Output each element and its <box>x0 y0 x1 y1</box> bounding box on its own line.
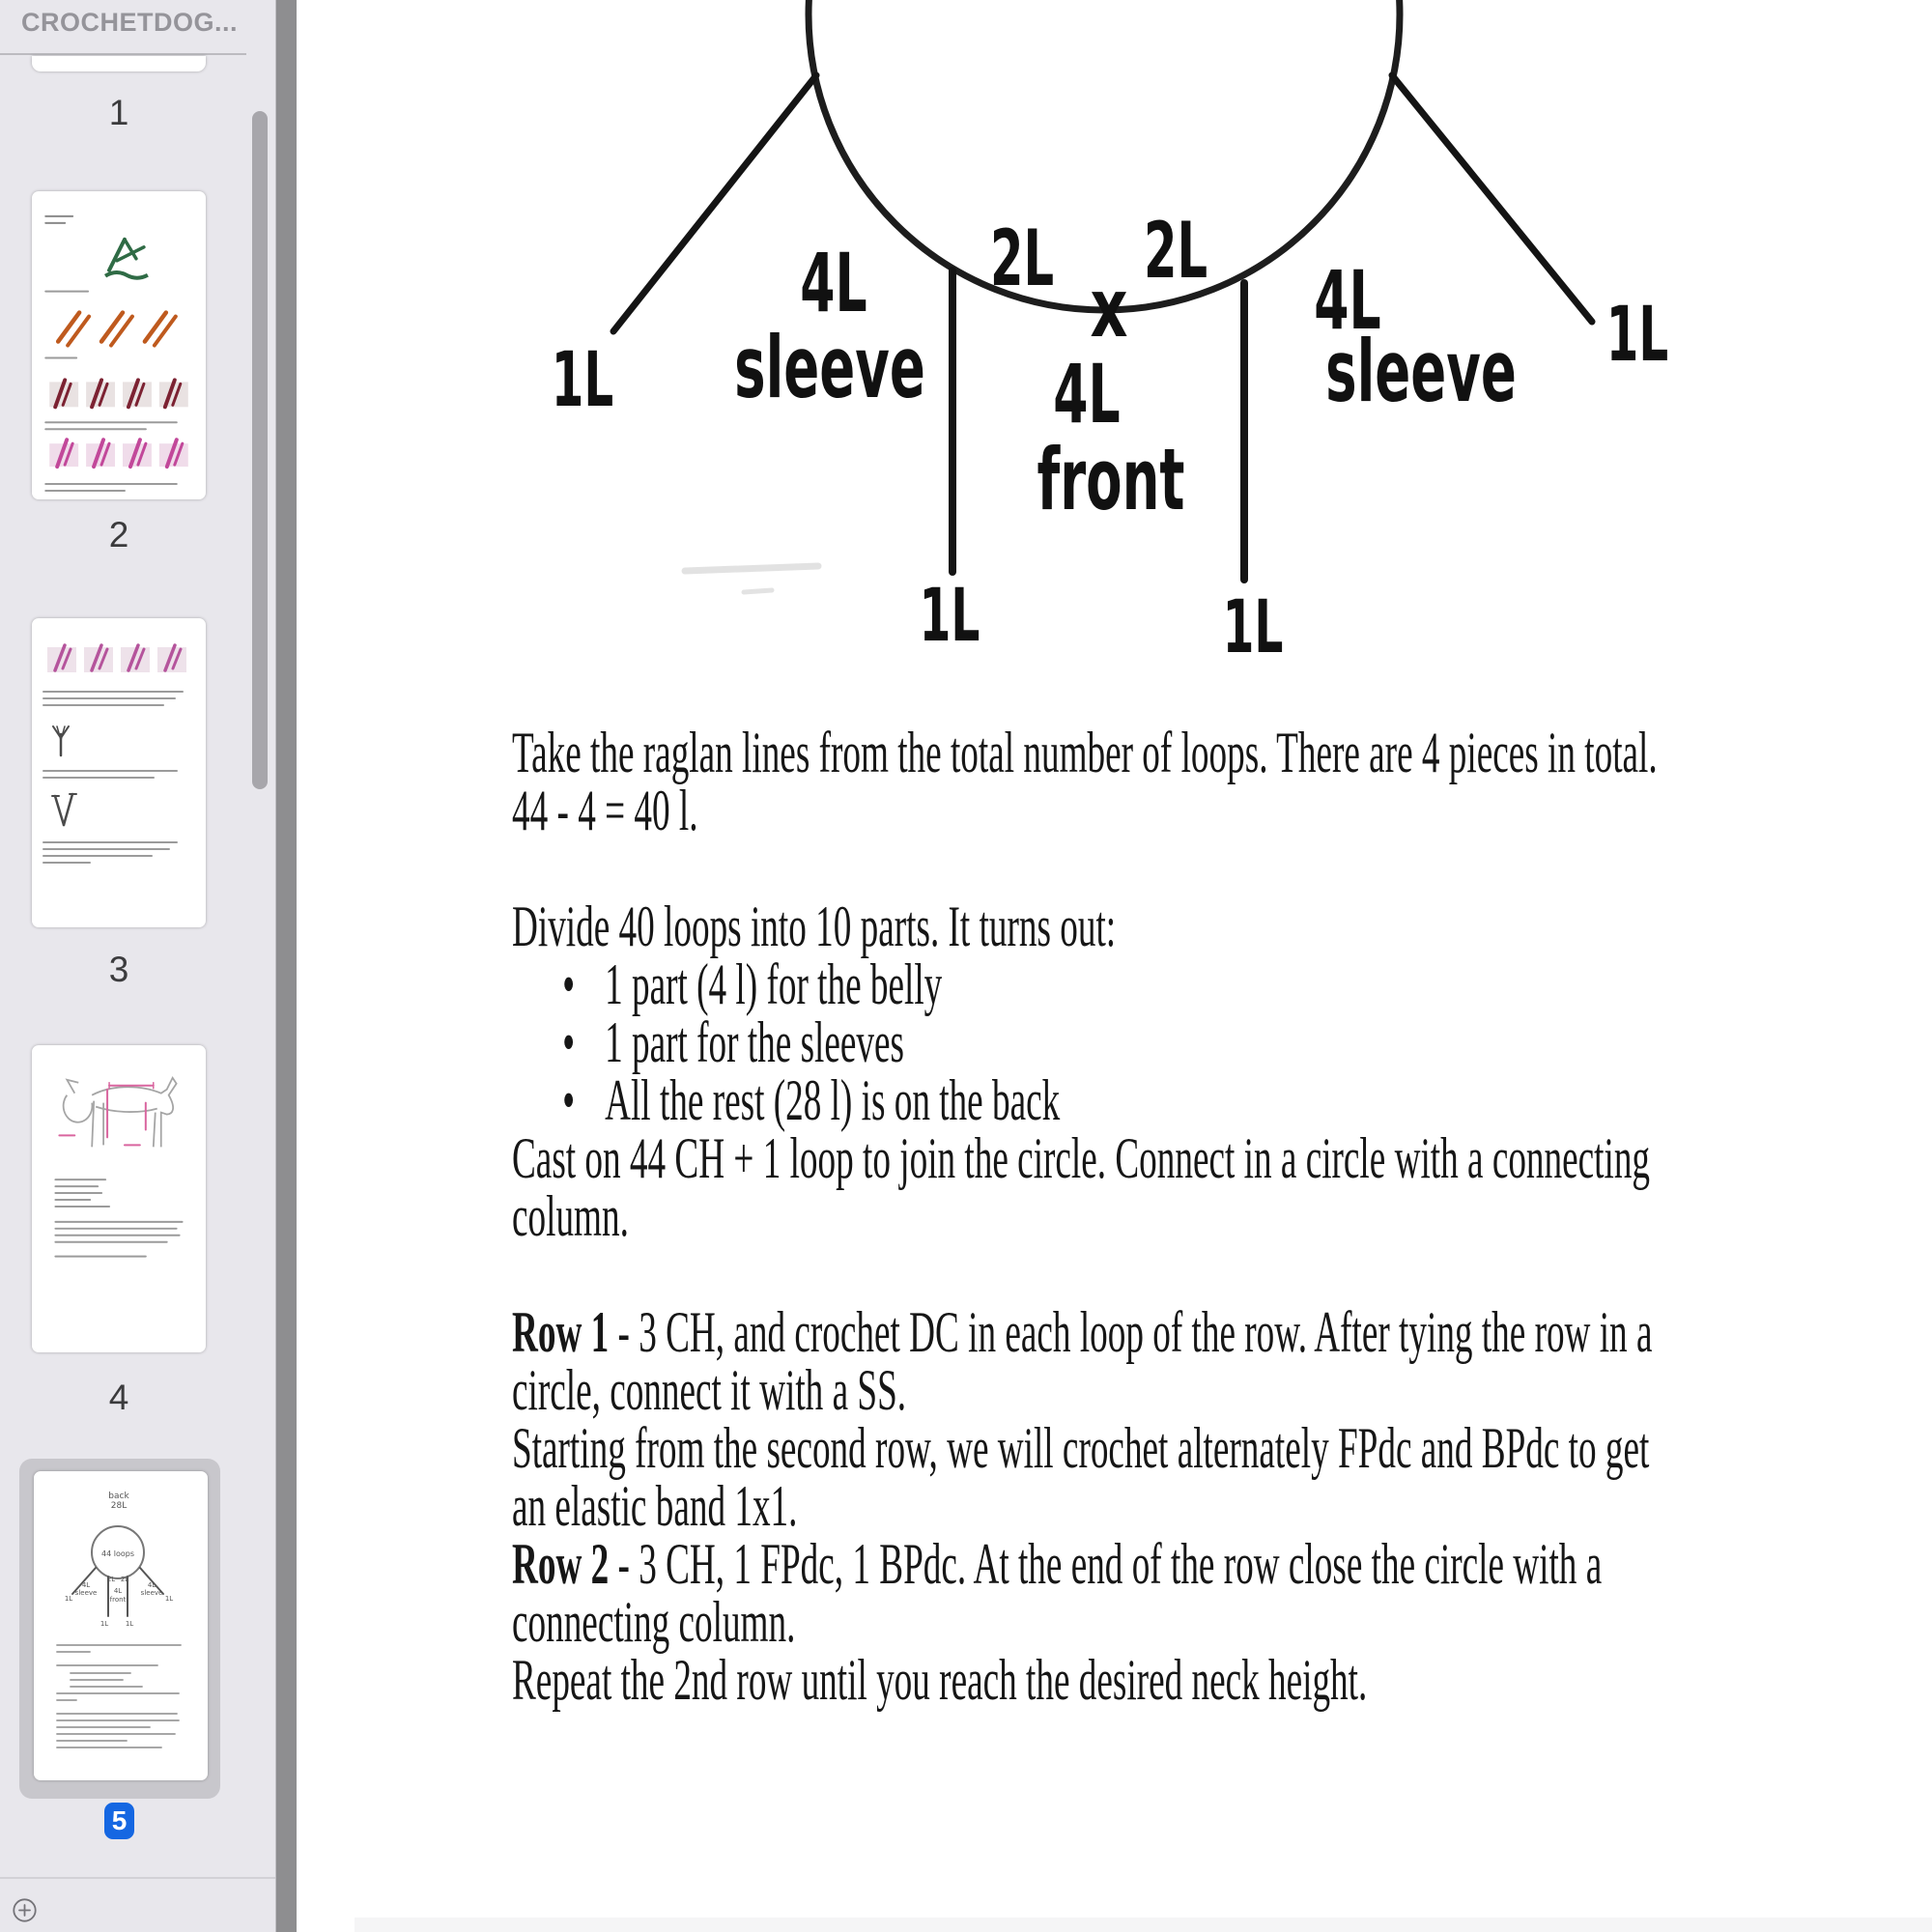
text-line <box>512 1358 1932 1422</box>
line-text: 44 - 4 = 40 l. <box>512 779 698 842</box>
start-x-marker: x <box>1090 262 1128 356</box>
svg-text:44 loops: 44 loops <box>101 1549 134 1558</box>
line-text: circle, connect it with a SS. <box>512 1358 907 1422</box>
text-line <box>512 1474 1932 1538</box>
bullet-dot: • <box>562 952 576 1016</box>
text-line <box>512 779 1932 842</box>
bullet-dot: • <box>562 1068 576 1132</box>
text-line <box>512 895 1932 958</box>
page-number-3: 3 <box>108 950 129 989</box>
line-text: an elastic band 1x1. <box>512 1474 798 1538</box>
bullet-dot: • <box>562 1010 576 1074</box>
scan-artifact <box>744 590 772 592</box>
row-label: Row 2 <box>512 1532 610 1596</box>
bullet-text: 1 part (4 l) for the belly <box>605 952 943 1016</box>
svg-text:front: front <box>109 1596 127 1604</box>
bullet-text: 1 part for the sleeves <box>605 1010 904 1074</box>
thumbnail-sidebar <box>0 0 275 1932</box>
text-line <box>512 1068 1932 1132</box>
svg-text:1L: 1L <box>99 1620 109 1628</box>
label-front: front <box>1037 431 1185 530</box>
text-line <box>512 1010 1932 1074</box>
row-label: Row 1 <box>512 1300 610 1364</box>
sidebar-scrollbar[interactable] <box>252 111 268 789</box>
svg-text:back: back <box>108 1492 129 1501</box>
svg-text:4L: 4L <box>147 1581 156 1589</box>
document-page[interactable] <box>297 0 1932 1932</box>
add-page-button[interactable] <box>12 1897 39 1924</box>
text-line <box>512 1126 1932 1190</box>
blank-line <box>512 1245 1932 1303</box>
thumbnail-list <box>0 0 275 1932</box>
row-text: - 3 CH, and crochet DC in each loop of the row. After tying the row in a <box>609 1300 1653 1364</box>
loop-count-2l-right: 2L <box>1143 205 1208 297</box>
loop-count-bottom-right: 1L <box>1222 583 1284 670</box>
text-line <box>512 721 1932 784</box>
loop-count-bottom-left: 1L <box>919 572 980 659</box>
loop-count-left-outer: 1L <box>551 337 614 425</box>
svg-text:sleeve: sleeve <box>74 1589 98 1597</box>
loop-count-right-outer: 1L <box>1605 292 1669 380</box>
line-text: Repeat the 2nd row until you reach the desired neck height. <box>512 1648 1368 1712</box>
raglan-diagram <box>297 0 1932 696</box>
page-number-4: 4 <box>108 1378 129 1417</box>
blank-line <box>512 839 1932 897</box>
page-bottom-edge <box>355 1918 1932 1932</box>
page-thumbnail-2[interactable] <box>32 191 206 499</box>
loop-count-2l-left: 2L <box>989 213 1055 304</box>
svg-text:2L: 2L <box>106 1576 116 1583</box>
text-line <box>512 1648 1932 1712</box>
line-text: Cast on 44 CH + 1 loop to join the circle. Connect in a circle with a connecting <box>512 1126 1651 1190</box>
raglan-line-right-diagonal <box>1392 75 1592 322</box>
svg-text:sleeve: sleeve <box>140 1589 163 1597</box>
bullet-text: All the rest (28 l) is on the back <box>605 1068 1061 1132</box>
line-text: Take the raglan lines from the total number of loops. There are 4 pieces in total. <box>512 721 1658 784</box>
page-thumbnail-4[interactable] <box>32 1045 206 1352</box>
text-line <box>512 1590 1932 1654</box>
loop-count-sleeve-right: 4L <box>1314 254 1381 349</box>
text-line <box>512 1532 1932 1596</box>
row-text: - 3 CH, 1 FPdc, 1 BPdc. At the end of the row close the circle with a <box>609 1532 1603 1596</box>
scan-artifact <box>685 566 818 571</box>
page-number-2: 2 <box>108 515 129 554</box>
document-title: CROCHETDOG... <box>21 8 239 37</box>
svg-text:1L: 1L <box>125 1620 134 1628</box>
loop-count-front: 4L <box>1053 348 1121 442</box>
svg-text:1L: 1L <box>64 1595 73 1603</box>
text-line <box>512 1416 1932 1480</box>
svg-text:28L: 28L <box>110 1501 128 1511</box>
line-text: column. <box>512 1184 629 1248</box>
svg-text:1L: 1L <box>164 1595 174 1603</box>
text-line <box>512 1300 1932 1364</box>
text-line <box>512 1184 1932 1248</box>
label-sleeve-right: sleeve <box>1325 323 1517 422</box>
page-thumbnail-1[interactable] <box>32 56 206 71</box>
sidebar-footer-divider <box>0 1877 275 1879</box>
plus-circle-icon <box>12 1897 39 1924</box>
line-text: Starting from the second row, we will crochet alternately FPdc and BPdc to get <box>512 1416 1650 1480</box>
raglan-line-left-diagonal <box>613 75 816 331</box>
svg-text:4L: 4L <box>113 1587 123 1595</box>
pattern-text <box>512 721 1932 1712</box>
label-sleeve-left: sleeve <box>734 319 925 418</box>
page-number-1: 1 <box>108 93 129 132</box>
line-text: Divide 40 loops into 10 parts. It turns out: <box>512 895 1117 958</box>
text-line <box>512 952 1932 1016</box>
content-gutter <box>275 0 297 1932</box>
line-text: connecting column. <box>512 1590 796 1654</box>
svg-text:2L: 2L <box>120 1576 129 1583</box>
page-number-badge-5: 5 <box>104 1803 134 1839</box>
page-thumbnail-3[interactable] <box>32 618 206 927</box>
svg-text:4L: 4L <box>81 1581 91 1589</box>
loop-count-sleeve-left: 4L <box>800 237 867 331</box>
page-thumbnail-5[interactable] <box>34 1471 208 1780</box>
